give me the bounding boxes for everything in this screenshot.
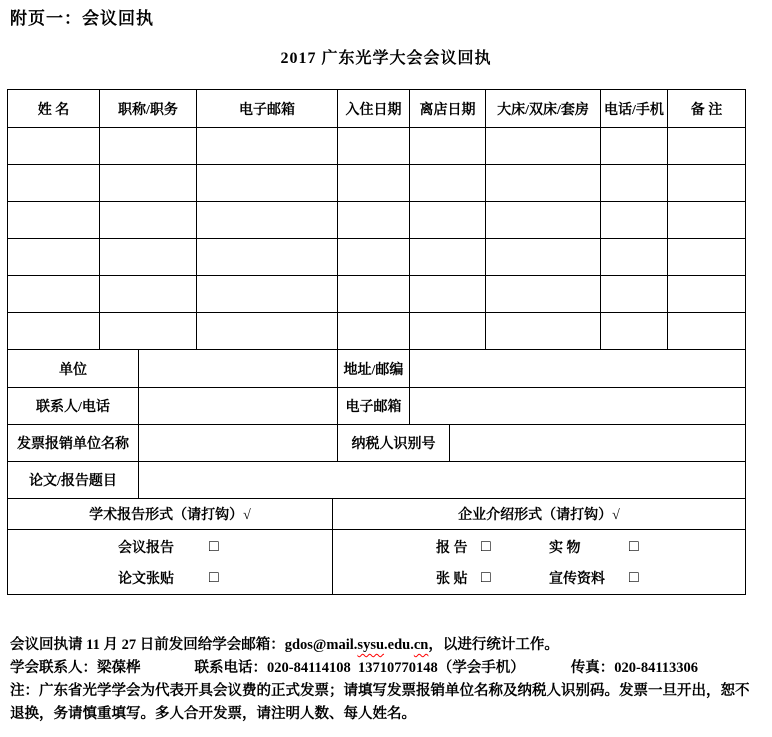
appendix-label: 附页一：会议回执 [10,9,154,28]
roster-table [7,89,746,350]
roster-cell[interactable] [197,165,338,202]
info-table-c [7,461,746,499]
roster-cell[interactable] [601,276,668,313]
roster-cell[interactable] [486,276,601,313]
checkbox-report[interactable]: □ [481,537,491,555]
roster-cell[interactable] [100,313,197,350]
info-table-b [7,424,746,462]
roster-cell[interactable] [486,202,601,239]
roster-cell[interactable] [410,313,486,350]
fax-number: 传真：020-84113306 [570,660,699,676]
roster-cell[interactable] [410,276,486,313]
info-row-paper-title [8,462,746,499]
roster-cell[interactable] [8,239,100,276]
roster-cell[interactable] [486,128,601,165]
label-contact-phone: 联系人/电话 [8,388,139,425]
roster-cell[interactable] [100,276,197,313]
label-email: 电子邮箱 [338,388,410,425]
roster-cell[interactable] [668,276,746,313]
checkbox-promo-materials[interactable]: □ [629,568,639,586]
roster-cell[interactable] [668,239,746,276]
option-label: 会议报告 [118,540,174,556]
roster-row [8,128,746,165]
roster-cell[interactable] [410,128,486,165]
label-invoice-unit: 发票报销单位名称 [8,425,139,462]
roster-cell[interactable] [8,128,100,165]
roster-cell[interactable] [338,128,410,165]
option-label: 宣传资料 [549,571,605,587]
col-header-title-position: 职称/职务 [100,90,197,128]
option-conference-report [8,531,332,562]
spellcheck-squiggle: cn [413,637,429,653]
roster-cell[interactable] [197,313,338,350]
col-header-remarks: 备 注 [668,90,746,128]
roster-cell[interactable] [486,239,601,276]
options-table [7,498,746,595]
roster-cell[interactable] [338,276,410,313]
roster-cell[interactable] [8,276,100,313]
form-title: 2017 广东光学大会会议回执 [280,50,492,67]
roster-row [8,165,746,202]
society-email: gdos@mail.sysu.edu.cn [284,637,429,653]
spellcheck-squiggle: sysu [357,637,385,653]
contact-line [10,657,762,680]
col-header-room-type: 大床/双床/套房 [486,90,601,128]
reply-form [7,89,762,595]
roster-cell[interactable] [410,202,486,239]
taxpayer-id-input-cell[interactable] [450,425,746,462]
roster-cell[interactable] [668,165,746,202]
option-label: 实 物 [549,540,581,556]
options-header-row [8,499,746,530]
info-row-contact [8,388,746,425]
deadline-line [10,634,762,657]
enterprise-format-header: 企业介绍形式（请打钩）√ [333,499,746,530]
option-label: 论文张贴 [118,571,174,587]
checkbox-exhibit-object[interactable]: □ [629,537,639,555]
enterprise-options-cell [333,530,746,595]
roster-cell[interactable] [100,165,197,202]
roster-cell[interactable] [8,165,100,202]
society-contact-person: 学会联系人：梁葆桦 [10,660,141,676]
academic-format-header: 学术报告形式（请打钩）√ [8,499,333,530]
option-row-report-exhibit [333,531,745,562]
roster-row [8,313,746,350]
info-table-a [7,349,746,425]
academic-options-cell [8,530,333,595]
roster-cell[interactable] [8,202,100,239]
roster-row [8,239,746,276]
label-taxpayer-id: 纳税人识别号 [338,425,450,462]
info-row-invoice [8,425,746,462]
roster-cell[interactable] [197,128,338,165]
col-header-email: 电子邮箱 [197,90,338,128]
roster-cell[interactable] [486,313,601,350]
deadline-suffix: ，以进行统计工作。 [428,637,559,653]
deadline-text: 会议回执请 11 月 27 日前发回给学会邮箱： [10,637,285,653]
roster-cell[interactable] [486,165,601,202]
paper-title-input-cell[interactable] [139,462,746,499]
roster-cell[interactable] [100,128,197,165]
roster-cell[interactable] [338,202,410,239]
label-unit: 单位 [8,350,139,388]
footer-notes [10,634,762,726]
roster-cell[interactable] [197,239,338,276]
roster-cell[interactable] [197,202,338,239]
info-row-unit [8,350,746,388]
col-header-name: 姓 名 [8,90,100,128]
roster-cell[interactable] [601,313,668,350]
label-address-postcode: 地址/邮编 [338,350,410,388]
option-paper-poster [8,562,332,593]
roster-cell[interactable] [338,165,410,202]
roster-cell[interactable] [410,239,486,276]
unit-input-cell[interactable] [139,350,338,388]
options-body-row [8,530,746,595]
roster-header-row [8,90,746,128]
checkbox-poster[interactable]: □ [481,568,491,586]
address-input-cell[interactable] [410,350,746,388]
invoice-unit-input-cell[interactable] [139,425,338,462]
col-header-checkin-date: 入住日期 [338,90,410,128]
invoice-note: 注：广东省光学学会为代表开具会议费的正式发票；请填写发票报销单位名称及纳税人识别码。发票一旦开出，恕不退换，务请慎重填写。多人合开发票，请注明人数、每人姓名。 [10,683,750,722]
roster-cell[interactable] [8,313,100,350]
checkbox-conference-report[interactable]: □ [209,537,219,555]
roster-cell[interactable] [338,239,410,276]
roster-cell[interactable] [100,202,197,239]
col-header-phone: 电话/手机 [601,90,668,128]
email-input-cell[interactable] [410,388,746,425]
roster-cell[interactable] [338,313,410,350]
roster-row [8,202,746,239]
roster-cell[interactable] [100,239,197,276]
roster-cell[interactable] [601,202,668,239]
option-label: 报 告 [436,540,468,556]
option-label: 张 贴 [436,571,468,587]
contact-phone-numbers: 联系电话：020-84114108 13710770148（学会手机） [194,660,525,676]
roster-cell[interactable] [668,313,746,350]
contact-input-cell[interactable] [139,388,338,425]
option-row-poster-materials [333,562,745,593]
label-paper-title: 论文/报告题目 [8,462,139,499]
roster-cell[interactable] [668,128,746,165]
roster-cell[interactable] [668,202,746,239]
roster-cell[interactable] [197,276,338,313]
roster-cell[interactable] [601,165,668,202]
roster-cell[interactable] [601,239,668,276]
roster-cell[interactable] [410,165,486,202]
col-header-checkout-date: 离店日期 [410,90,486,128]
roster-cell[interactable] [601,128,668,165]
checkbox-paper-poster[interactable]: □ [209,568,219,586]
roster-row [8,276,746,313]
